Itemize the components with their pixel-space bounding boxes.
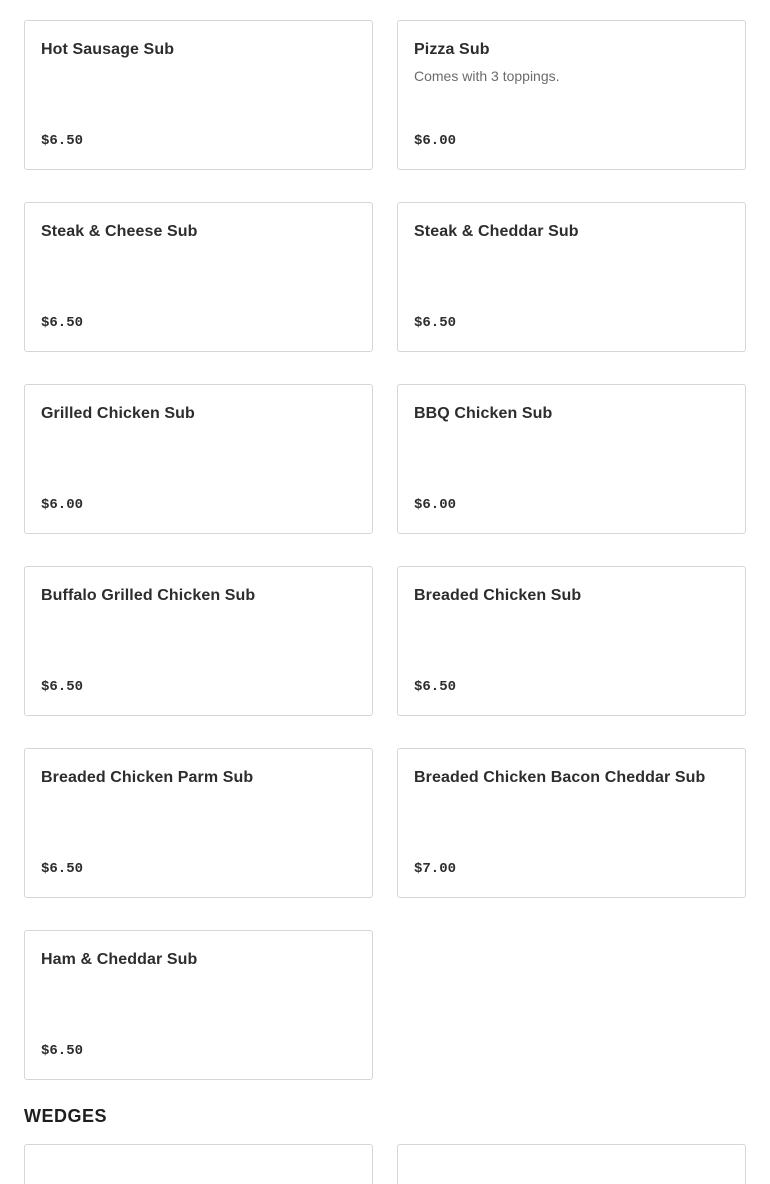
menu-item-name: Breaded Chicken Parm Sub <box>41 769 254 786</box>
menu-item-card[interactable] <box>397 384 746 534</box>
menu-item-name: Ham & Cheddar Sub <box>41 951 198 968</box>
menu-item-card[interactable] <box>397 20 746 170</box>
menu-item-description: Comes with 3 toppings. <box>414 68 560 84</box>
menu-item-name: Pizza Sub <box>414 41 490 58</box>
menu-item-grid <box>24 20 746 1080</box>
menu-item-card[interactable] <box>397 566 746 716</box>
menu-item-name: Steak & Cheese Sub <box>41 223 198 240</box>
menu-item-price: $6.00 <box>414 497 457 513</box>
menu-item-price: $6.50 <box>41 1043 84 1059</box>
menu-item-name: Steak & Cheddar Sub <box>414 223 579 240</box>
menu-item-price: $6.00 <box>414 133 457 149</box>
menu-item-card[interactable] <box>24 384 373 534</box>
section-heading-wedges: WEDGES <box>24 1106 108 1126</box>
menu-item-name: Breaded Chicken Bacon Cheddar Sub <box>414 769 706 786</box>
menu-item-card[interactable] <box>397 748 746 898</box>
menu-item-name: Grilled Chicken Sub <box>41 405 195 422</box>
menu-item-card[interactable] <box>24 930 373 1080</box>
menu-item-price: $7.00 <box>414 861 457 877</box>
menu-item-name: Buffalo Grilled Chicken Sub <box>41 587 256 604</box>
menu-item-price: $6.50 <box>41 315 84 331</box>
menu-item-name: Hot Sausage Sub <box>41 41 175 58</box>
menu-item-card[interactable] <box>24 202 373 352</box>
menu-item-card[interactable] <box>24 1144 373 1184</box>
menu-item-card[interactable] <box>24 748 373 898</box>
menu-item-price: $6.50 <box>41 679 84 695</box>
menu-item-card[interactable] <box>24 20 373 170</box>
menu-item-price: $6.50 <box>41 133 84 149</box>
menu-item-name: Breaded Chicken Sub <box>414 587 582 604</box>
menu-item-name: BBQ Chicken Sub <box>414 405 553 422</box>
menu-item-card[interactable] <box>397 202 746 352</box>
menu-item-card[interactable] <box>397 1144 746 1184</box>
wedges-item-grid <box>24 1144 746 1184</box>
menu-item-price: $6.00 <box>41 497 84 513</box>
menu-item-card[interactable] <box>24 566 373 716</box>
menu-item-price: $6.50 <box>41 861 84 877</box>
menu-item-price: $6.50 <box>414 315 457 331</box>
menu-item-price: $6.50 <box>414 679 457 695</box>
